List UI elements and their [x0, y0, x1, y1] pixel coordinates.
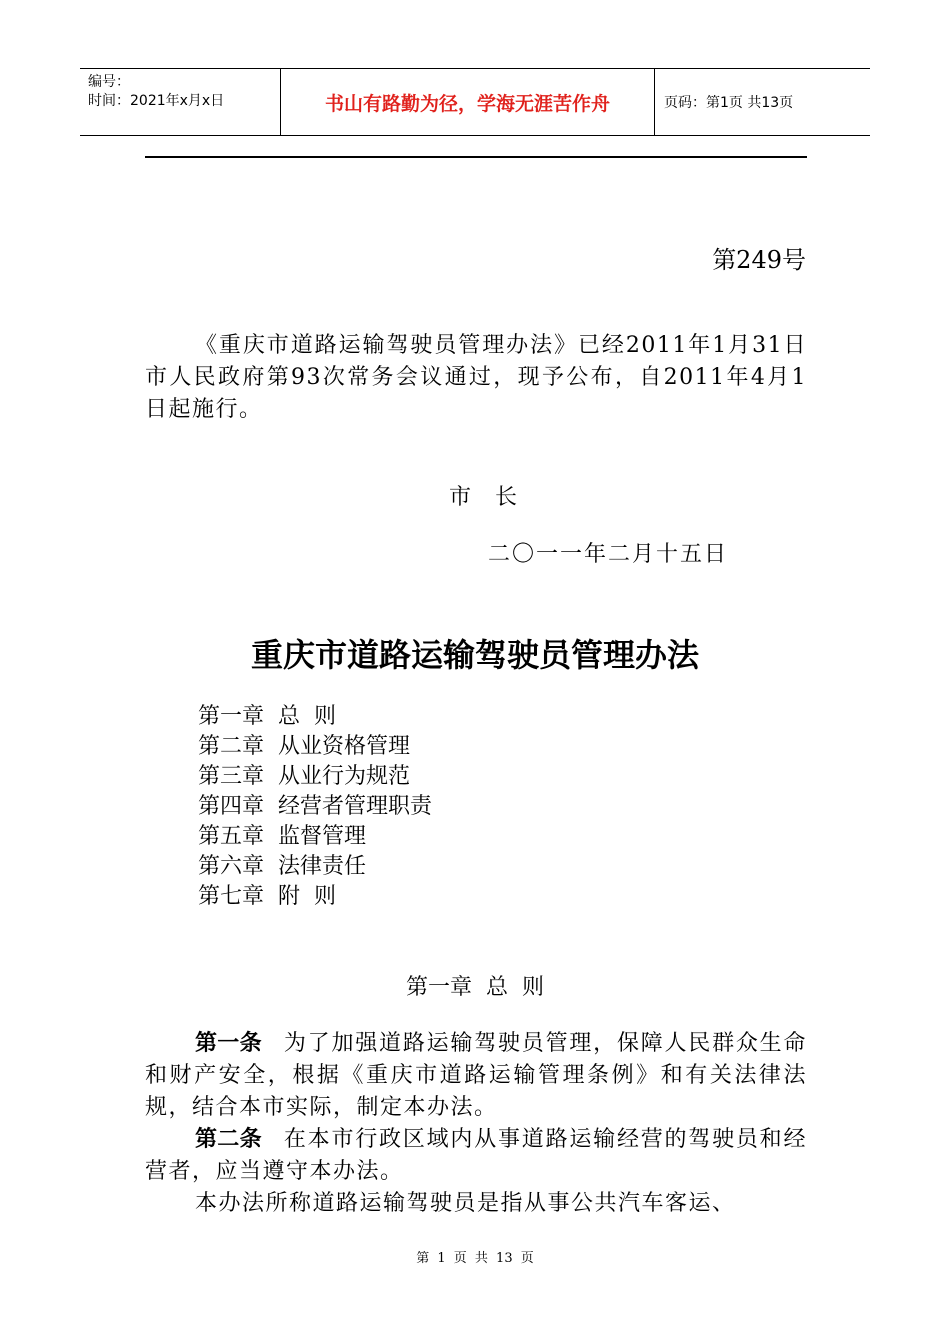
- toc-item: 第六章 法律责任: [198, 854, 366, 879]
- mayor-label: 市长: [449, 485, 542, 510]
- time-label: 时间：2021年x月x日: [88, 93, 225, 109]
- article-label: 第二条: [195, 1127, 262, 1152]
- chapter-heading: 第一章 总 则: [406, 975, 544, 1000]
- toc-item: 第一章 总 则: [198, 704, 336, 729]
- article-text: 本办法所称道路运输驾驶员是指从事公共汽车客运、: [195, 1191, 736, 1216]
- toc-item: 第三章 从业行为规范: [198, 764, 410, 789]
- article-text: 为了加强道路运输驾驶员管理，保障人民群众生命和财产安全，根据《重庆市道路运输管理条例》和有关法律法规，结合本市实际，制定本办法。: [145, 1031, 807, 1120]
- number-label: 编号：: [88, 74, 130, 90]
- article-paragraph: [145, 1188, 807, 1220]
- article-paragraph: [145, 1124, 807, 1188]
- article-label: 第一条: [195, 1031, 262, 1056]
- toc-item: 第五章 监督管理: [198, 824, 366, 849]
- document-title: 重庆市道路运输驾驶员管理办法: [250, 636, 699, 674]
- article-paragraph: [145, 1028, 807, 1124]
- page-footer: 第 1 页 共 13 页: [416, 1251, 534, 1266]
- table-of-contents: [198, 702, 432, 912]
- header-rule: [145, 156, 807, 158]
- header-table: [80, 68, 870, 136]
- header-page-info: 页码：第1页 共13页: [664, 95, 794, 111]
- toc-item: 第四章 经营者管理职责: [198, 794, 432, 819]
- header-motto: 书山有路勤为径，学海无涯苦作舟: [281, 69, 655, 135]
- article-text: 在本市行政区域内从事道路运输经营的驾驶员和经营者，应当遵守本办法。: [145, 1127, 807, 1184]
- toc-item: 第七章 附 则: [198, 884, 336, 909]
- doc-number: 第249号: [712, 246, 806, 274]
- issue-date: 二〇一一年二月十五日: [488, 542, 729, 567]
- header-meta-cell: [80, 69, 281, 135]
- chapter-body: [145, 1028, 807, 1220]
- intro-paragraph: 《重庆市道路运输驾驶员管理办法》已经2011年1月31日市人民政府第93次常务会议通过，现予公布，自2011年4月1日起施行。: [145, 333, 807, 422]
- toc-item: 第二章 从业资格管理: [198, 734, 410, 759]
